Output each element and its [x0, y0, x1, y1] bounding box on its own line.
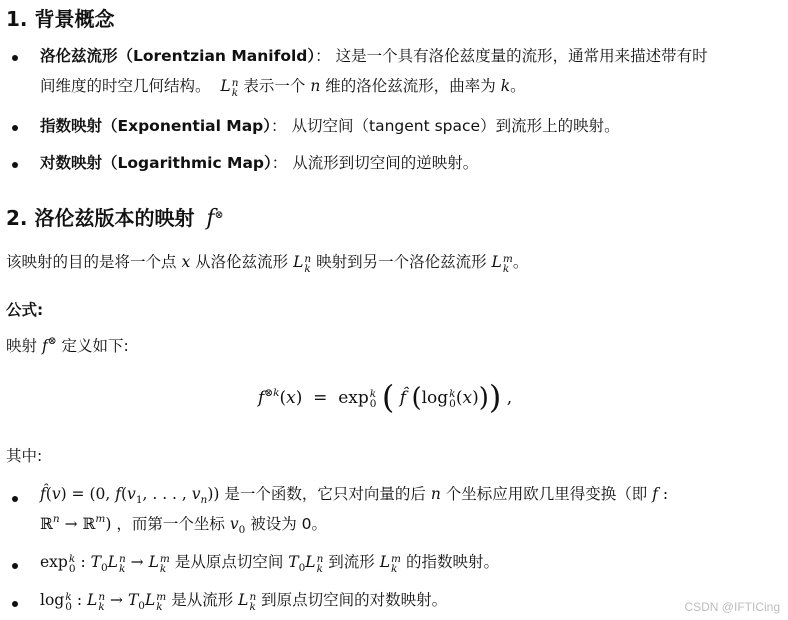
math-L-k-n: L n k: [293, 253, 312, 275]
term-exponential-map: 指数映射（Exponential Map）: [40, 117, 272, 135]
section-heading-mapping: 2. 洛伦兹版本的映射 f⊗: [6, 206, 224, 231]
list-item-log-map: log k 0 : L n k → $T_0L$ m k 是从流形 L n k 到原点切空间的对数映射。: [40, 591, 448, 613]
bullet-dot: [12, 125, 18, 131]
list-item-continuation: 间维度的时空几何结构。 L n k 表示一个 n 维的洛伦兹流形，曲率为 k。: [40, 77, 526, 99]
list-item-exp-map: exp k 0 : $T_0L$ n k → L m k 是从原点切空间 $T_0L$ n k 到流形 L m k 的指数映射。: [40, 553, 499, 575]
bullet-dot: [12, 55, 18, 61]
math-L-k-n: L n k: [215, 77, 239, 99]
math-f-otimes: f⊗: [199, 206, 224, 231]
math-f-otimes: f⊗: [41, 335, 57, 355]
list-item-continuation: ℝ$^n$ → ℝ$^m$) ，而第一个坐标 $v_0$ 被设为 0。: [40, 513, 327, 536]
paragraph-definition: 映射 f⊗ 定义如下:: [6, 335, 129, 355]
math-k: k: [500, 77, 511, 95]
math-L-k-m: L m k: [491, 253, 513, 275]
term-logarithmic-map: 对数映射（Logarithmic Map）: [40, 154, 272, 172]
list-item-lorentzian-manifold: 洛伦兹流形（Lorentzian Manifold）： 这是一个具有洛伦兹度量的流形，通常用来描述带有时: [40, 47, 708, 65]
display-equation: $f^{\otimes k}(x) = \exp$ k 0 ( f̂ (log k 0 (x))) ,: [258, 378, 513, 416]
list-item-f-hat: f̂(v) = (0, $f(v_1$, . . . , $v_n$)) 是一个函数，它只对向量的后 n 个坐标应用欧几里得变换（即 f :: [40, 485, 669, 506]
math-x: x: [181, 253, 191, 271]
bullet-dot: [12, 496, 18, 502]
term-description: 从切空间（tangent space）到流形上的映射。: [291, 117, 620, 135]
section-heading-background: 1. 背景概念: [6, 7, 115, 31]
formula-label: 公式:: [6, 301, 44, 319]
list-item-logarithmic-map: 对数映射（Logarithmic Map）： 从流形到切空间的逆映射。: [40, 154, 479, 172]
term-description: 从流形到切空间的逆映射。: [292, 154, 479, 172]
bullet-dot: [12, 601, 18, 607]
math-n: n: [310, 77, 321, 95]
bullet-dot: [12, 563, 18, 569]
where-label: 其中:: [6, 447, 43, 465]
list-item-exponential-map: 指数映射（Exponential Map）： 从切空间（tangent space）到流形上的映射。: [40, 117, 620, 135]
bullet-dot: [12, 162, 18, 168]
term-description: 这是一个具有洛伦兹度量的流形，通常用来描述带有时: [335, 47, 708, 65]
paragraph-intro: 该映射的目的是将一个点 x 从洛伦兹流形 L n k 映射到另一个洛伦兹流形 L m k 。: [6, 253, 529, 275]
term-lorentzian-manifold: 洛伦兹流形（Lorentzian Manifold）: [40, 47, 316, 65]
watermark: CSDN @IFTICing: [684, 600, 780, 614]
